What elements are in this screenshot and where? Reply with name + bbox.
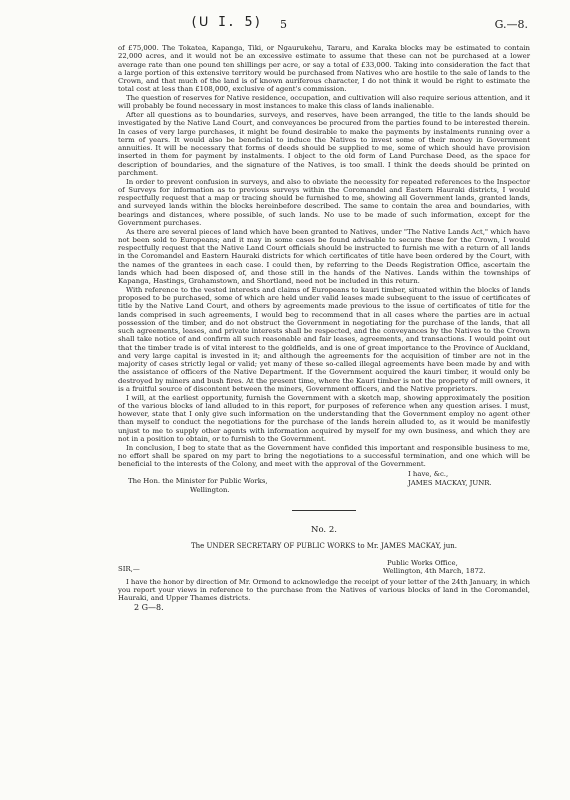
paragraph-2: The question of reserves for Native residence, occupation, and cultivation will also require serious attention, and it will probably be found necessary in most instances to make this class of lands inalienable.	[118, 94, 530, 111]
sender-address	[373, 559, 533, 576]
addressee-line-1: The Hon. the Minister for Public Works,	[128, 477, 268, 486]
section-divider	[292, 510, 356, 511]
letter-date: Wellington, 4th March, 1872.	[383, 567, 486, 575]
letter-body	[118, 44, 530, 612]
paragraph-1: of £75,000. The Tokatea, Kapanga, Tiki, or Ngaurukehu, Tararu, and Karaka blocks may be estimated to contain 22,000 acres, and it would not be an excessive estimate to assume that these can not be purchased at a lower average rate than one pound ten shillings per acre, or say a total of £33,000. Taking into consideration the fact that a large portion of this extensive territory would be purchased from Natives who are hostile to the sale of lands to the Crown, and that much of the land is of known auriferous character, I do not think it would be right to estimate the total cost at less than £108,000, exclusive of agent's commission.	[118, 44, 530, 94]
archive-stamp: (ᑌ I. 5)	[190, 15, 263, 30]
paragraph-8: In conclusion, I beg to state that as the Government have confided this important and responsible business to me, no effort shall be spared on my part to bring the negotiations to a successful termination, and one which will be beneficial to the interests of the Colony, and meet with the approval of the Government.	[118, 443, 530, 468]
signer-name: JAMES MACKAY, JUNR.	[408, 478, 492, 487]
page-header	[0, 13, 570, 39]
signer-block	[408, 470, 538, 487]
closing: I have, &c.,	[408, 470, 449, 479]
paragraph-7: I will, at the earliest opportunity, furnish the Government with a sketch map, showing approximately the position of the various blocks of land alluded to in this report, for purposes of reference when any question arises. I must, however, state that I only give such information on the understanding that the Government employ no agent other than myself to conduct the negotiations for the purchase of the lands herein alluded to, as it would be manifestly unjust to me to supply other agents with information acquired by myself for my own business, and which they are not in a position to obtain, or to furnish to the Government.	[118, 393, 530, 443]
document-reference: G.—8.	[494, 18, 528, 31]
footer-signature-code: 2 G—8.	[134, 602, 164, 612]
addressee	[128, 477, 298, 494]
paragraph-5: As there are several pieces of land which have been granted to Natives, under "The Native Lands Act," which have not been sold to Europeans; and it may in some cases be found advisable to secure these for the Crown, I would respectfully request that the Native Land Court officials should be instructed to furnish me with a return of all lands in the Coromandel and Eastern Hauraki districts for which certificates of title have been ordered by the Court, with the names of the grantees in each case. I could then, by referring to the Deeds Registration Office, ascertain the lands which had been disposed of, and those still in the hands of the Natives. Lands within the townships of Kapanga, Hastings, Grahamstown, and Shortland, need not be included in this return.	[118, 227, 530, 285]
salutation: SIR,—	[118, 564, 140, 573]
paragraph-6: With reference to the vested interests and claims of Europeans to kauri timber, situated within the blocks of lands proposed to be purchased, some of which are held under valid leases made subsequent to the issue of certificates of title by the Native Land Court, and others by agreements made previous to the issue of certificates of title for the lands comprised in such agreements, I would beg to recommend that in all cases where the parties are in actual possession of the timber, and do not obstruct the Government in negotiating for the purchase of the lands, that all such agreements, leases, and private interests shall be respected, and the conveyances by the Natives to the Crown shall take notice of and confirm all such reasonable and fair leases, agreements, and transactions. I would point out that the timber trade is of vital interest to the goldfields, and is one of great importance to the Province of Auckland, and very large capital is invested in it; and although the agreements for the acquisition of timber are not in the majority of cases strictly legal or valid; yet many of these so-called illegal agreements have been made by and with the assistance of officers of the Native Department. If the Government acquired the kauri timber, it would only be destroyed by miners and bush fires. At the present time, where the Kauri timber is not the property of mill owners, it is a fruitful source of discontent between the miners, Government officers, and the Native proprietors.	[118, 285, 530, 393]
signature-block	[118, 470, 530, 494]
office-name: Public Works Office,	[387, 558, 458, 567]
paragraph-3: After all questions as to boundaries, surveys, and reserves, have been arranged, the title to the lands should be investigated by the Native Land Court, and conveyances be procured from the parties found to be interested therein. In cases of very large purchases, it might be found desirable to make the payments by instalments running over a term of years. It would also be beneficial to induce the Natives to invest some of their money in Government annuities. It will be necessary that forms of deeds should be supplied to me, some of which should have provision inserted in them for payment by instalments. I object to the old form of Land Purchase Deed, as the space for description of boundaries, and the signature of the Natives, is too small. I think the deeds should be printed on parchment.	[118, 111, 530, 177]
page-number: 5	[280, 18, 287, 31]
addressee-line-2: Wellington.	[190, 485, 230, 494]
paragraph-4: In order to prevent confusion in surveys, and also to obviate the necessity for repeated references to the Inspector of Surveys for information as to previous surveys within the Coromandel and Eastern Hauraki districts, I would respectfully request that a map or tracing should be furnished to me, showing all Government lands, granted lands, and surveyed lands within the blocks hereinbefore described. The same to contain the area and boundaries, with bearings and distances, where possible, of such lands. No use to be made of such information, except for the Government purchases.	[118, 177, 530, 227]
section-title: No. 2.	[311, 525, 337, 536]
section-body: I have the honor by direction of Mr. Ormond to acknowledge the receipt of your letter of the 24th January, in which you report your views in reference to the purchase from the Natives of various blocks of land in the Coromandel, Hauraki, and Upper Thames districts.	[118, 577, 530, 603]
letter-heading	[118, 559, 530, 578]
section-subhead: The UNDER SECRETARY OF PUBLIC WORKS to Mr. JAMES MACKAY, jun.	[190, 541, 458, 550]
